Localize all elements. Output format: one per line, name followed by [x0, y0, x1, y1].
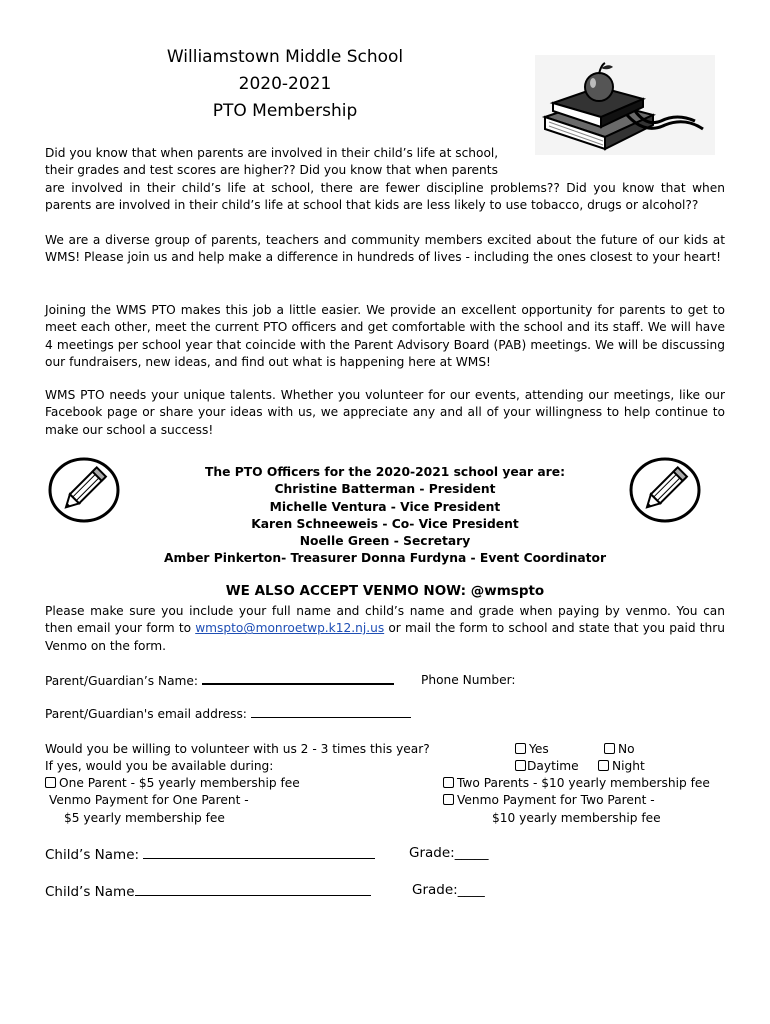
school-name: Williamstown Middle School	[166, 47, 404, 67]
child-name-label-2: Child’s Name	[45, 884, 135, 900]
volunteer-no-option[interactable]	[604, 741, 635, 758]
child-name-line-2[interactable]	[135, 882, 371, 896]
checkbox-no[interactable]	[604, 743, 615, 754]
two-parents-option[interactable]	[443, 775, 710, 792]
venmo-one-parent-label: Venmo Payment for One Parent -	[49, 793, 249, 807]
child-name-line-1[interactable]	[143, 845, 375, 859]
daytime-label: Daytime	[527, 759, 579, 773]
book-with-apple-icon	[535, 55, 715, 155]
venmo-heading: WE ALSO ACCEPT VENMO NOW: @wmspto	[225, 583, 545, 599]
officer-line: Noelle Green - Secretary	[299, 534, 471, 549]
intro-paragraph-rest: are involved in their child’s life at school, there are fewer discipline problems?? Did you know that when parents are involved in their child’s life at school that kids are less likely to use tobacco, drugs or alcohol??	[45, 181, 725, 213]
officers-heading: The PTO Officers for the 2020-2021 school year are:	[205, 465, 565, 479]
grade-field-2[interactable]: Grade:____	[412, 882, 485, 898]
form-subtitle: PTO Membership	[212, 101, 358, 121]
checkbox-night[interactable]	[598, 760, 609, 771]
pto-email-link[interactable]: wmspto@monroetwp.k12.nj.us	[195, 621, 385, 636]
intro-line-1: Did you know that when parents are involved in their child’s life at school,	[45, 146, 499, 160]
checkbox-one-parent[interactable]	[45, 777, 56, 788]
one-parent-label: One Parent - $5 yearly membership fee	[59, 776, 300, 790]
no-label: No	[618, 742, 635, 756]
phone-label: Phone Number:	[421, 673, 516, 687]
guardian-email-line[interactable]	[251, 706, 411, 718]
night-label: Night	[612, 759, 645, 773]
checkbox-venmo-two-parent[interactable]	[443, 794, 454, 805]
header-title	[120, 44, 450, 125]
yes-label: Yes	[529, 742, 549, 756]
officer-line: Karen Schneeweis - Co- Vice President	[251, 516, 519, 531]
night-option[interactable]	[598, 758, 645, 775]
intro-line-2: their grades and test scores are higher?? Did you know that when parents	[45, 163, 498, 178]
child-name-field-1[interactable]	[45, 845, 375, 863]
officer-line: Amber Pinkerton- Treasurer Donna Furdyna - Event Coordinator	[163, 551, 607, 566]
guardian-email-label: Parent/Guardian's email address:	[45, 707, 247, 721]
child-name-label-1: Child’s Name:	[45, 847, 140, 863]
guardian-name-label: Parent/Guardian’s Name:	[45, 674, 199, 688]
child-name-field-2[interactable]	[45, 882, 371, 900]
checkbox-two-parents[interactable]	[443, 777, 454, 788]
talents-paragraph: WMS PTO needs your unique talents. Whether you volunteer for our events, attending our meetings, like our Facebook page or share your ideas with us, we appreciate any and all of your willingness to help continue to make our school a success!	[45, 388, 725, 437]
guardian-email-field[interactable]	[45, 706, 411, 723]
diverse-group-paragraph: We are a diverse group of parents, teachers and community members excited about the future of our kids at WMS! Please join us and help make a difference in hundreds of lives - including the ones closest to your heart!	[45, 233, 725, 265]
venmo-instructions	[45, 603, 725, 655]
school-year: 2020-2021	[238, 74, 332, 94]
guardian-name-field[interactable]	[45, 672, 394, 690]
venmo-two-parent-option[interactable]	[443, 792, 655, 809]
availability-question: If yes, would you be available during:	[45, 759, 274, 773]
venmo-two-parent-label: Venmo Payment for Two Parent -	[457, 793, 655, 807]
officer-line: Michelle Ventura - Vice President	[269, 499, 501, 514]
checkbox-daytime[interactable]	[515, 760, 526, 771]
guardian-name-line[interactable]	[202, 672, 394, 685]
intro-paragraph-top	[45, 145, 535, 180]
daytime-option[interactable]	[515, 758, 579, 775]
officers-block	[100, 464, 670, 568]
joining-paragraph: Joining the WMS PTO makes this job a little easier. We provide an excellent opportunity for parents to get to meet each other, meet the current PTO officers and get comfortable with the school and its staff. We will have 4 meetings per school year that coincide with the Parent Advisory Board (PAB) meetings. We will be discussing our fundraisers, new ideas, and find out what is happening here at WMS!	[45, 303, 725, 369]
venmo-text-a: Please make sure you include your full name and child’s name and grade when paying by venmo. You can then email your form to	[45, 604, 725, 636]
checkbox-yes[interactable]	[515, 743, 526, 754]
venmo-text-b: or mail the form to school and state that you paid thru Venmo on the form.	[45, 621, 725, 653]
grade-field-1[interactable]: Grade:_____	[409, 845, 489, 861]
volunteer-question: Would you be willing to volunteer with us 2 - 3 times this year?	[45, 742, 430, 756]
officer-line: Christine Batterman - President	[274, 482, 496, 497]
two-parents-label: Two Parents - $10 yearly membership fee	[457, 776, 710, 790]
venmo-one-parent-fee: $5 yearly membership fee	[64, 811, 225, 825]
volunteer-yes-option[interactable]	[515, 741, 549, 758]
venmo-two-parent-fee: $10 yearly membership fee	[492, 811, 661, 825]
one-parent-option[interactable]	[45, 775, 300, 792]
